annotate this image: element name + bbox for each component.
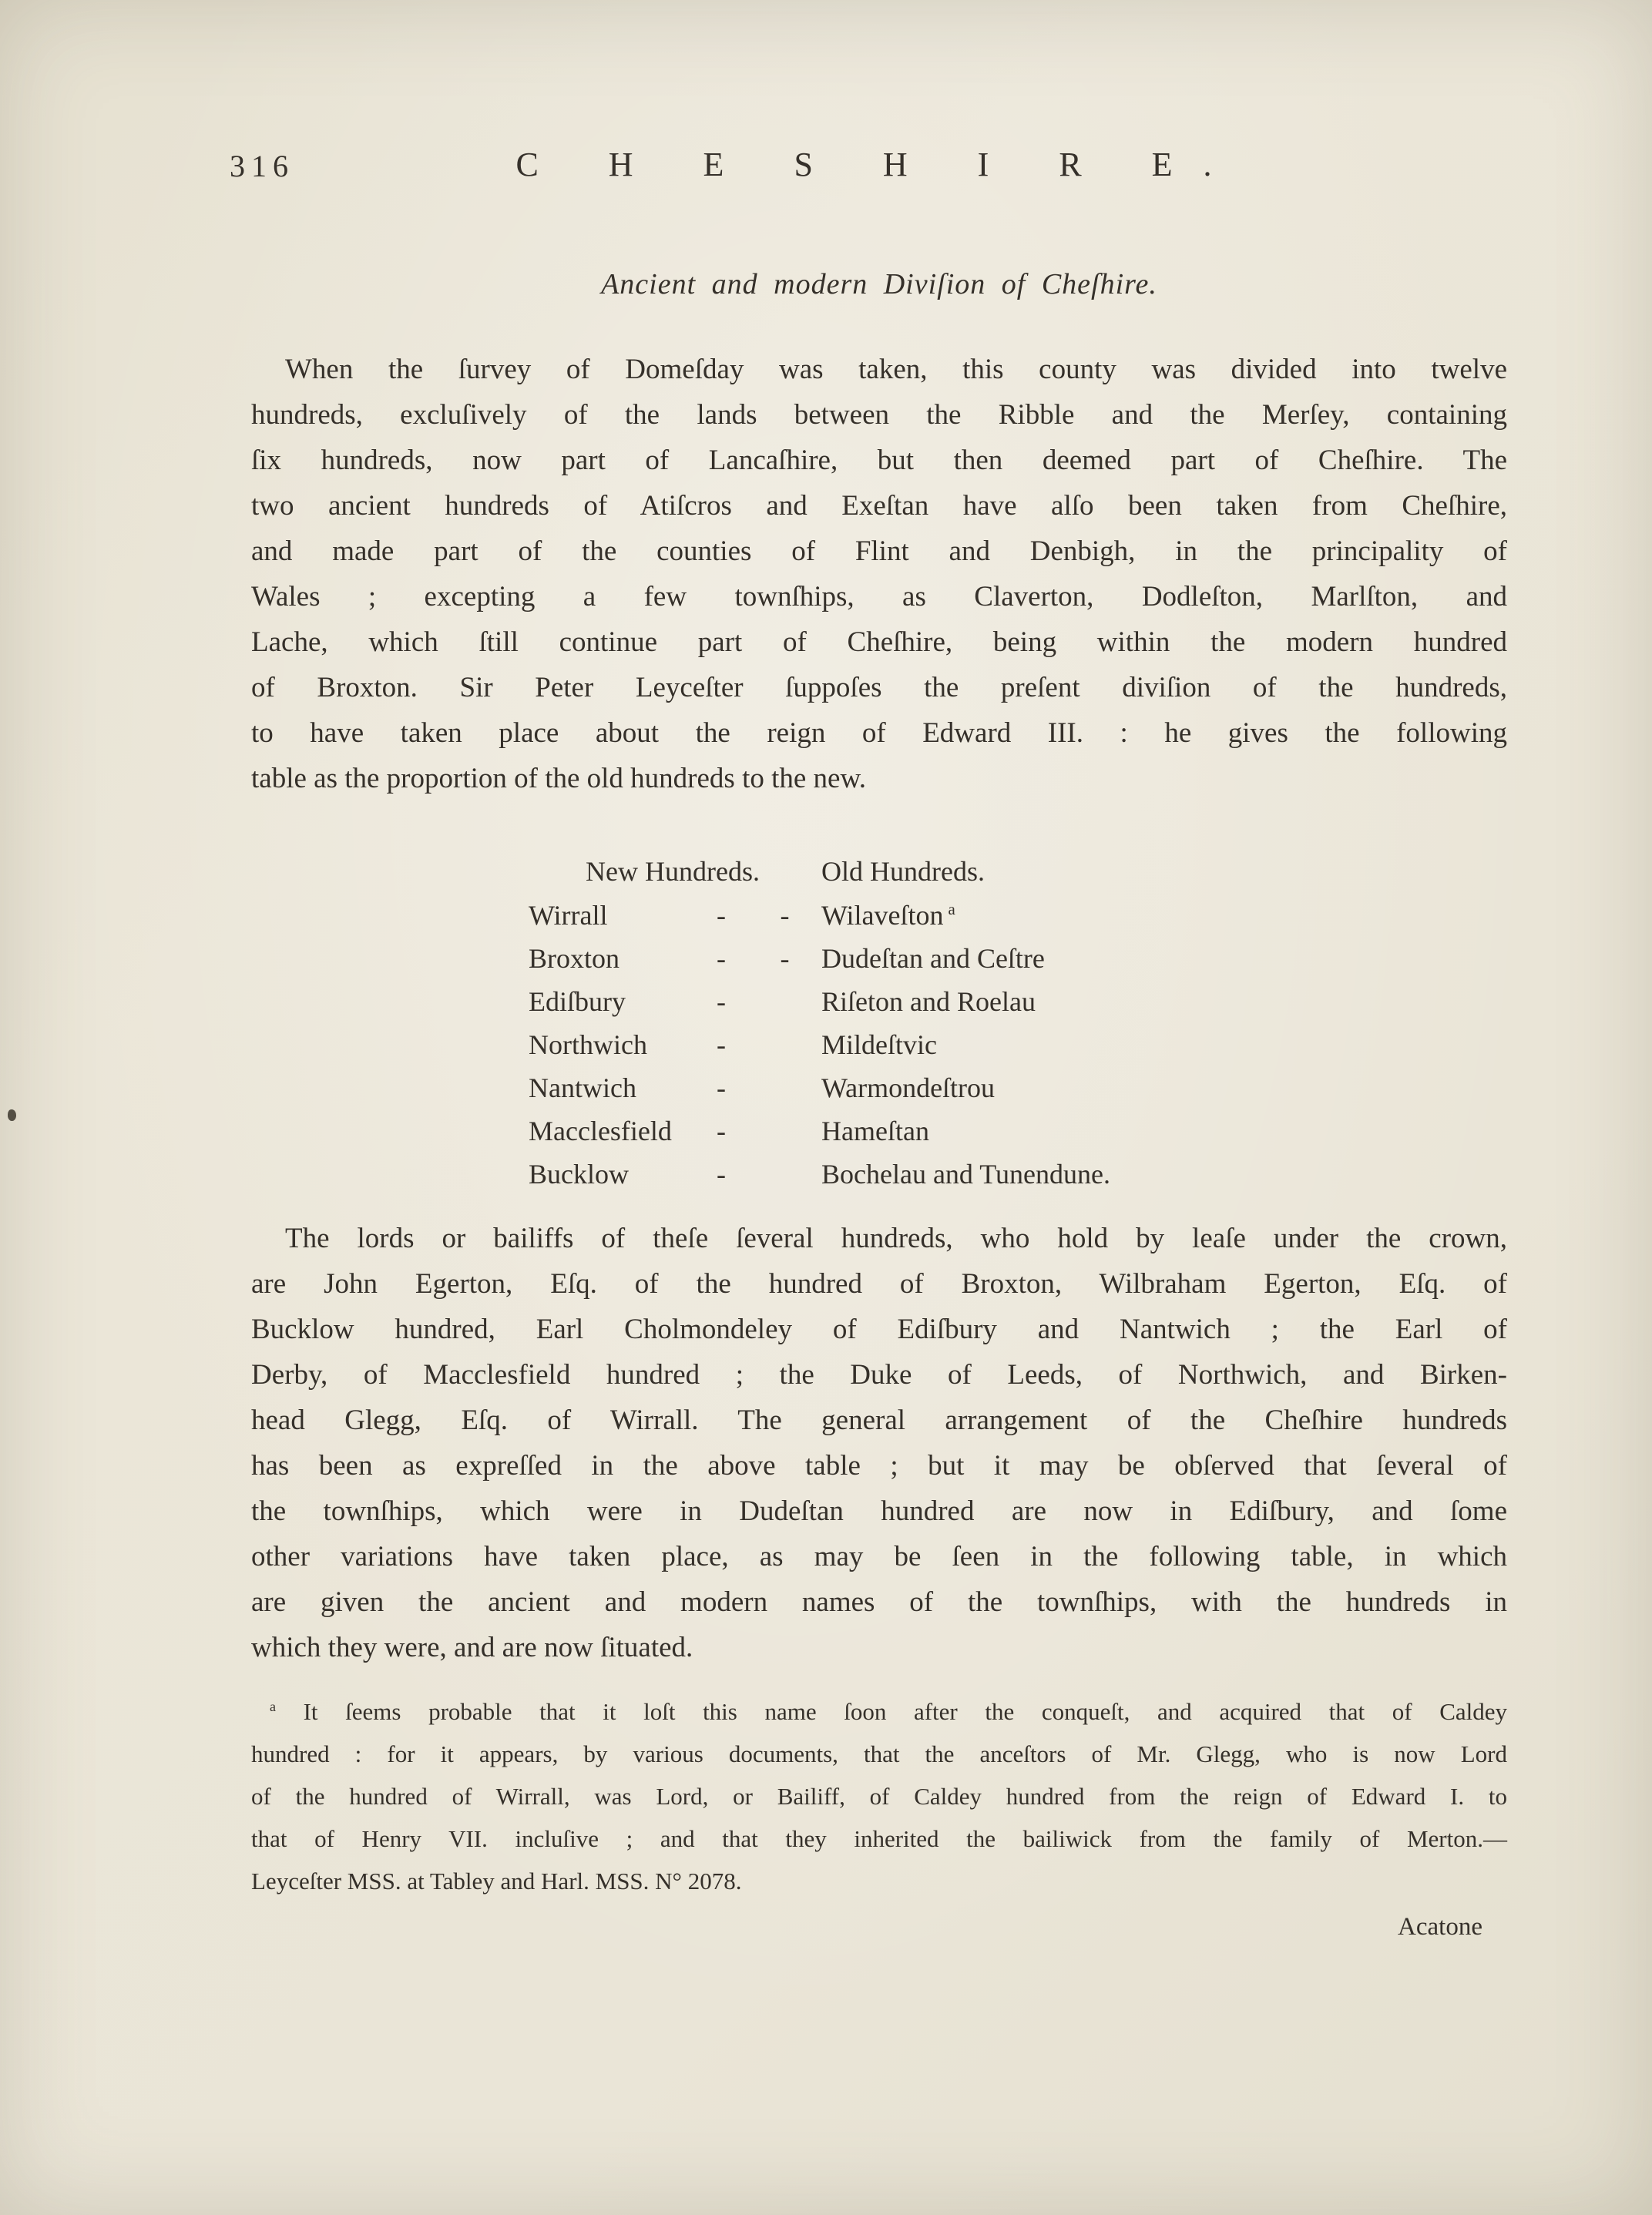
new-hundred-name: Macclesfield xyxy=(529,1116,672,1146)
page-number: 316 xyxy=(230,149,294,183)
table-dash xyxy=(748,1023,821,1066)
body-line: which they were, and are now ſituated. xyxy=(251,1632,693,1663)
table-dash: - xyxy=(717,943,726,974)
text-block xyxy=(251,0,1507,1941)
new-hundred-name: Nantwich xyxy=(529,1072,636,1103)
table-header-old-hundreds: Old Hundreds. xyxy=(821,856,985,887)
body-line: Lache, which ſtill continue part of Cheſhire, being within the modern hundred xyxy=(251,626,1507,658)
body-line: When the ſurvey of Domeſday was taken, this county was divided into twelve xyxy=(285,354,1507,385)
table-row xyxy=(529,1153,1507,1196)
table-dash xyxy=(748,980,821,1023)
table-dash: - xyxy=(717,900,726,931)
table-row xyxy=(529,980,1507,1023)
body-line: head Glegg, Eſq. of Wirrall. The general arrangement of the Cheſhire hundreds xyxy=(251,1405,1507,1436)
new-hundred-name: Broxton xyxy=(529,943,620,974)
new-hundred-name: Wirrall xyxy=(529,900,608,931)
old-hundred-name: Mildeſtvic xyxy=(821,1029,937,1060)
new-hundred-name: Bucklow xyxy=(529,1159,629,1190)
footnote xyxy=(251,1690,1507,1902)
body-line: Derby, of Macclesfield hundred ; the Duke of Leeds, of Northwich, and Birken- xyxy=(251,1359,1507,1391)
catchword: Acatone xyxy=(1398,1913,1482,1941)
new-hundred-name: Ediſbury xyxy=(529,986,626,1017)
table-row xyxy=(529,894,1507,937)
body-line: hundreds, excluſively of the lands between the Ribble and the Merſey, containing xyxy=(251,399,1507,431)
table-dash: - xyxy=(717,1159,726,1190)
footnote-text: It ſeems probable that it loſt this name ſoon after the conqueſt, and acquired that of Caldey xyxy=(303,1698,1508,1725)
body-line: of Broxton. Sir Peter Leyceſter ſuppoſes the preſent diviſion of the hundreds, xyxy=(251,672,1507,703)
table-dash xyxy=(748,1153,821,1196)
body-line: The lords or bailiffs of theſe ſeveral hundreds, who hold by leaſe under the crown, xyxy=(285,1223,1507,1254)
table-dash: - xyxy=(717,1029,726,1060)
body-line: to have taken place about the reign of Edward III. : he gives the following xyxy=(251,717,1507,749)
ink-speck xyxy=(8,1109,16,1121)
section-title: Ancient and modern Diviſion of Cheſhire. xyxy=(601,268,1157,300)
running-head: C H E S H I R E. xyxy=(515,146,1243,183)
table-dash: - xyxy=(717,986,726,1017)
old-hundred-name: Hameſtan xyxy=(821,1116,929,1146)
table-dash xyxy=(748,1066,821,1109)
body-line: the townſhips, which were in Dudeſtan hundred are now in Ediſbury, and ſome xyxy=(251,1495,1507,1527)
table-dash: - xyxy=(717,1072,726,1103)
table-header-new-hundreds: New Hundreds. xyxy=(586,856,760,887)
paragraph-2 xyxy=(251,1216,1507,1670)
old-hundred-name: Riſeton and Roelau xyxy=(821,986,1036,1017)
hundreds-table xyxy=(529,849,1507,1196)
body-line: ſix hundreds, now part of Lancaſhire, but then deemed part of Cheſhire. The xyxy=(251,445,1507,476)
old-hundred-name xyxy=(821,894,1507,937)
body-line: are given the ancient and modern names of the townſhips, with the hundreds in xyxy=(251,1586,1507,1618)
old-hundred-name: Bochelau and Tunendune. xyxy=(821,1159,1110,1190)
footnote-line: of the hundred of Wirrall, was Lord, or Bailiff, of Caldey hundred from the reign of Edward I. to xyxy=(251,1783,1507,1810)
footnote-ref: a xyxy=(948,900,955,918)
old-hundred-name: Dudeſtan and Ceſtre xyxy=(821,943,1045,974)
paragraph-1 xyxy=(251,347,1507,801)
footnote-line: Leyceſter MSS. at Tabley and Harl. MSS. N° 2078. xyxy=(251,1868,742,1894)
footnote-line: hundred : for it appears, by various documents, that the anceſtors of Mr. Glegg, who is now Lord xyxy=(251,1740,1507,1767)
table-row xyxy=(529,1109,1507,1153)
old-hundred-text: Wilaveſton xyxy=(821,900,944,931)
body-line: two ancient hundreds of Atiſcros and Exeſtan have alſo been taken from Cheſhire, xyxy=(251,490,1507,522)
old-hundred-name: Warmondeſtrou xyxy=(821,1072,996,1103)
footnote-marker: a xyxy=(270,1698,276,1714)
body-line: are John Egerton, Eſq. of the hundred of Broxton, Wilbraham Egerton, Eſq. of xyxy=(251,1268,1507,1300)
table-dash: - xyxy=(780,900,790,931)
table-dash xyxy=(748,1109,821,1153)
body-line: has been as expreſſed in the above table ; but it may be obſerved that ſeveral of xyxy=(251,1450,1507,1482)
new-hundred-name: Northwich xyxy=(529,1029,647,1060)
table-header-row xyxy=(529,849,1507,894)
table-row xyxy=(529,1023,1507,1066)
table-dash: - xyxy=(717,1116,726,1146)
footnote-line xyxy=(251,1690,1507,1733)
footnote-line: that of Henry VII. incluſive ; and that they inherited the bailiwick from the family of Merton.— xyxy=(251,1825,1507,1852)
body-line: Bucklow hundred, Earl Cholmondeley of Ediſbury and Nantwich ; the Earl of xyxy=(251,1314,1507,1345)
table-dash: - xyxy=(780,943,790,974)
body-line: table as the proportion of the old hundreds to the new. xyxy=(251,763,867,794)
table-row xyxy=(529,937,1507,980)
table-row xyxy=(529,1066,1507,1109)
body-line: other variations have taken place, as may be ſeen in the following table, in which xyxy=(251,1541,1507,1572)
body-line: Wales ; excepting a few townſhips, as Claverton, Dodleſton, Marlſton, and xyxy=(251,581,1507,612)
body-line: and made part of the counties of Flint and Denbigh, in the principality of xyxy=(251,535,1507,567)
